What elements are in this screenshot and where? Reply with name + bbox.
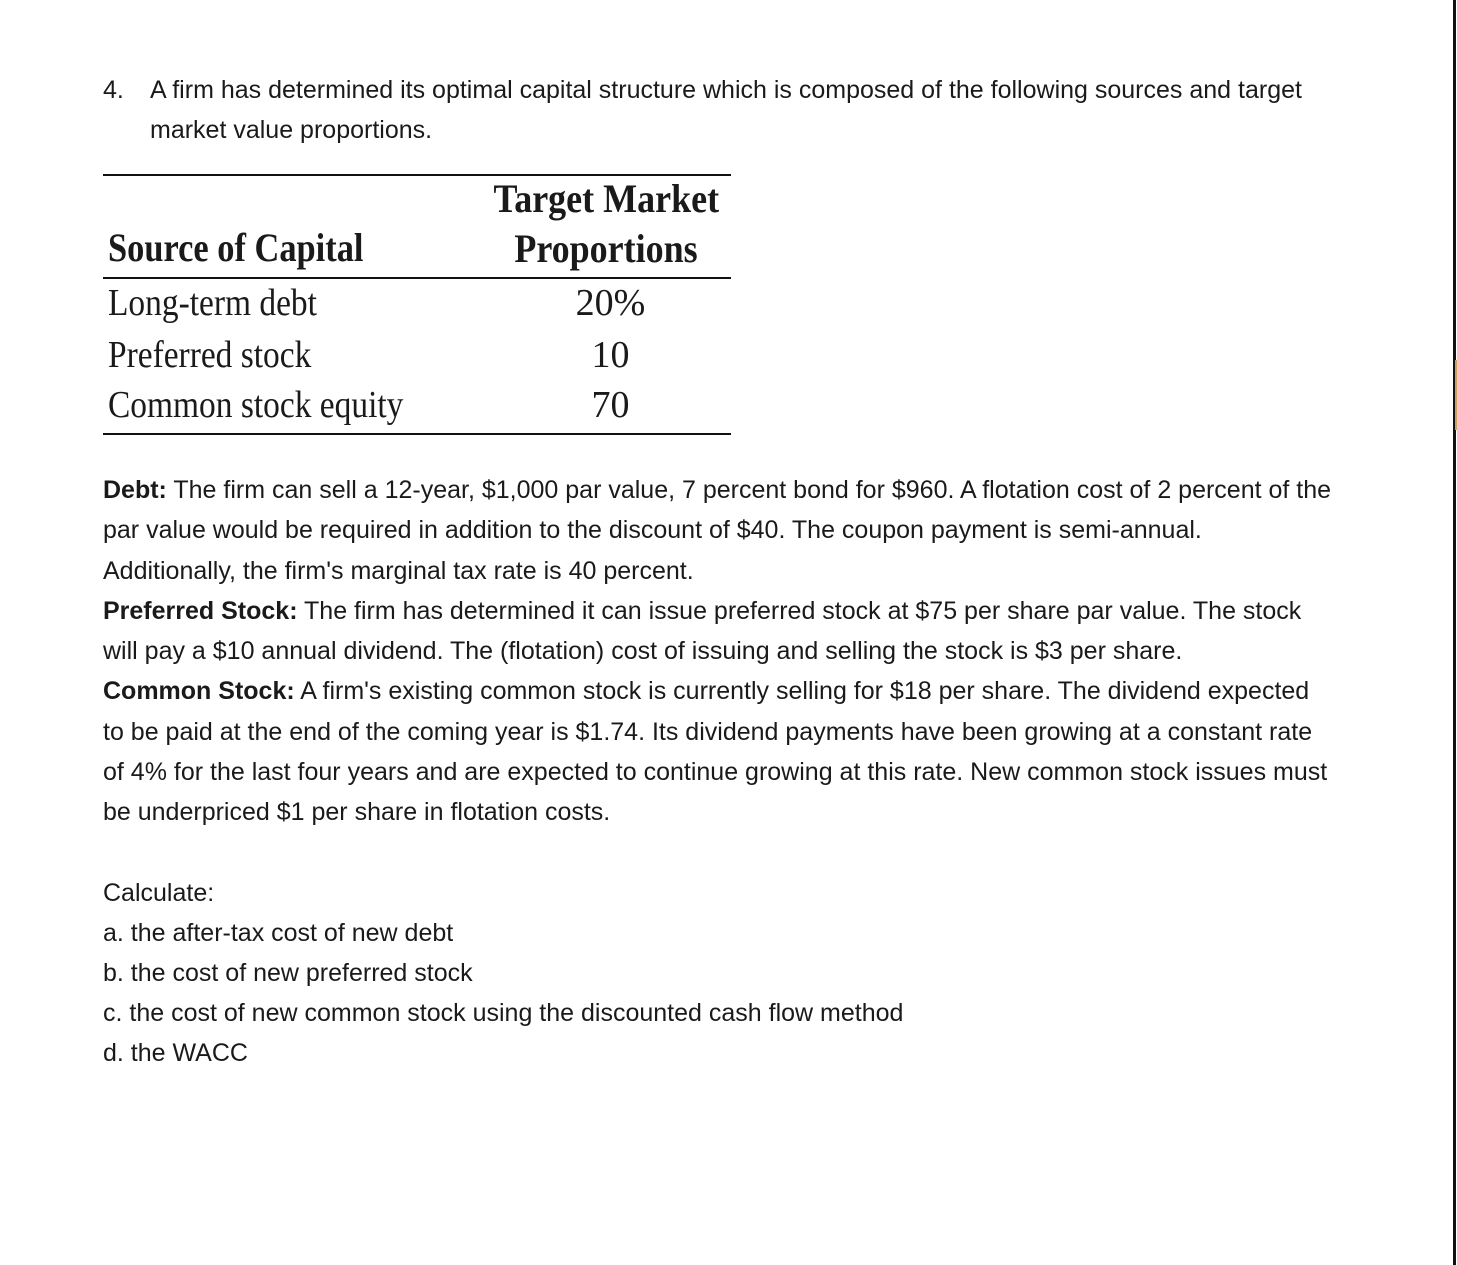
header-target-line1: Target Market	[493, 176, 720, 221]
row-value: 10	[591, 334, 630, 376]
table-bottom-rule	[103, 433, 731, 435]
row-source: Preferred stock	[108, 334, 312, 376]
common-label: Common Stock:	[103, 677, 295, 706]
problem-details	[103, 470, 1333, 833]
row-source: Common stock equity	[108, 384, 404, 426]
table-row	[103, 329, 731, 381]
calculate-item: b. the cost of new preferred stock	[103, 959, 473, 987]
calculate-section	[103, 873, 1303, 1073]
question-number: 4.	[103, 76, 124, 104]
question-text: A firm has determined its optimal capital structure which is composed of the following sources and target market value proportions.	[150, 76, 1302, 144]
header-target-line2: Proportions	[514, 226, 698, 271]
calculate-item: a. the after-tax cost of new debt	[103, 919, 454, 947]
debt-paragraph	[103, 470, 1333, 591]
preferred-paragraph	[103, 591, 1333, 672]
row-value: 20%	[575, 282, 646, 324]
page-right-border	[1453, 0, 1456, 1265]
row-source: Long-term debt	[108, 282, 317, 324]
common-text: A firm's existing common stock is currently selling for $18 per share. The dividend expected to be paid at the end of the coming year is $1.74. Its dividend payments have been growing at a constant rate of 4% for the last four years and are expected to continue growing at this rate. New common stock issues must be underpriced $1 per share in flotation costs.	[103, 677, 1328, 827]
preferred-text: The firm has determined it can issue preferred stock at $75 per share par value. The stock will pay a $10 annual dividend. The (flotation) cost of issuing and selling the stock is $3 per share.	[103, 596, 1302, 666]
common-paragraph	[103, 671, 1333, 832]
table-row	[103, 277, 731, 329]
header-source-of-capital: Source of Capital	[108, 225, 364, 270]
calculate-item: d. the WACC	[103, 1039, 248, 1067]
debt-text: The firm can sell a 12-year, $1,000 par value, 7 percent bond for $960. A flotation cost of 2 percent of the par value would be required in addition to the discount of $40. The coupon payment is semi-annual. Additionally, the firm's marginal tax rate is 40 percent.	[103, 476, 1332, 585]
row-value: 70	[591, 384, 630, 426]
table-row	[103, 379, 731, 431]
header-target-proportions	[494, 174, 719, 274]
calculate-item: c. the cost of new common stock using the discounted cash flow method	[103, 999, 904, 1027]
preferred-label: Preferred Stock:	[103, 596, 298, 625]
calculate-heading: Calculate:	[103, 879, 215, 907]
question-intro	[103, 70, 1343, 150]
debt-label: Debt:	[103, 476, 167, 504]
